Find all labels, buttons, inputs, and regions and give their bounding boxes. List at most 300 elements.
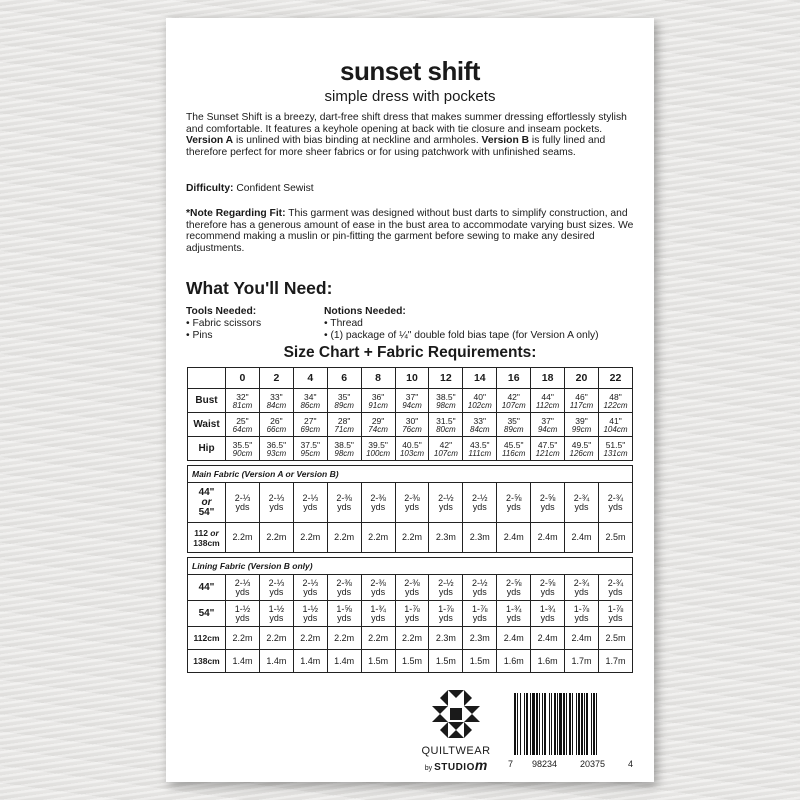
yardage-unit: yds [574, 501, 589, 512]
table-row [188, 483, 633, 523]
measurement-cell [497, 413, 531, 437]
barcode-icon [514, 693, 634, 755]
metric-cell: 2.3m [463, 523, 497, 553]
table-row [188, 389, 633, 413]
brand-name: QUILTWEAR [421, 745, 491, 757]
yardage-value: 2-¾ [573, 492, 590, 503]
yardage-cell [531, 575, 565, 601]
yardage-value: 1-⅞ [573, 603, 590, 614]
yardage-value: 1-¾ [370, 603, 386, 614]
measurement-cell [565, 413, 599, 437]
list-item: • (1) package of ¼" double fold bias tape (for Version A only) [324, 329, 599, 341]
section-heading: Main Fabric (Version A or Version B) [188, 466, 633, 483]
yardage-unit: yds [608, 586, 623, 597]
cm-value: 116cm [501, 448, 526, 458]
cm-value: 89cm [334, 400, 354, 410]
measurement-cell [429, 389, 463, 413]
fit-note-label: *Note Regarding Fit: [186, 208, 286, 219]
yardage-unit: yds [337, 612, 352, 623]
yardage-cell [497, 575, 531, 601]
barcode-digits-left: 98234 [532, 759, 558, 769]
row-label-b: or [201, 496, 212, 508]
cm-value: 94cm [537, 424, 558, 434]
size-header: 18 [531, 368, 565, 389]
size-header: 8 [361, 368, 395, 389]
metric-cell: 2.2m [226, 523, 260, 553]
yardage-unit: yds [371, 612, 386, 623]
row-label: 54" [188, 601, 226, 627]
yardage-value: 2-⅜ [404, 492, 420, 503]
yardage-value: 1-¾ [539, 603, 556, 614]
cm-value: 126cm [569, 448, 594, 458]
yardage-value: 2-½ [438, 492, 454, 503]
section-heading: Lining Fabric (Version B only) [188, 558, 633, 575]
row-label [188, 483, 226, 523]
metric-cell: 2.2m [327, 627, 361, 650]
measurement-cell [463, 437, 497, 461]
yardage-cell [395, 483, 429, 523]
measurement-cell [598, 437, 632, 461]
yardage-cell [429, 601, 463, 627]
yardage-cell [497, 483, 531, 523]
row-label: 44" [188, 575, 226, 601]
size-header: 2 [259, 368, 293, 389]
metric-cell: 1.5m [361, 650, 395, 673]
inch-value: 39" [575, 415, 588, 426]
yardage-cell [327, 483, 361, 523]
yardage-unit: yds [404, 612, 419, 623]
inch-value: 26" [270, 415, 283, 426]
yardage-value: 2-⅜ [370, 492, 386, 503]
yardage-value: 2-⅓ [234, 577, 251, 588]
inch-value: 31.5" [436, 415, 456, 426]
yardage-value: 1-½ [302, 603, 319, 614]
inch-value: 37" [541, 415, 554, 426]
row-label: 112cm [188, 627, 226, 650]
metric-cell: 1.4m [259, 650, 293, 673]
byline-maker: STUDIO [434, 762, 475, 773]
measurement-cell [293, 437, 327, 461]
measurement-cell [226, 413, 260, 437]
metric-cell: 2.4m [565, 523, 599, 553]
yardage-unit: yds [303, 612, 318, 623]
size-header-row [188, 368, 633, 389]
row-label-a: 112 [194, 527, 208, 538]
measurement-cell [598, 389, 632, 413]
measurement-cell [497, 389, 531, 413]
yardage-value: 1-⅞ [404, 603, 420, 614]
list-item: • Pins [186, 329, 213, 341]
size-header: 0 [226, 368, 260, 389]
metric-cell: 2.2m [361, 523, 395, 553]
measurement-cell [361, 437, 395, 461]
notions-heading: Notions Needed: [324, 306, 406, 317]
inch-value: 41" [609, 415, 622, 426]
table-row [188, 413, 633, 437]
size-chart-title: Size Chart + Fabric Requirements: [283, 344, 537, 361]
yardage-unit: yds [540, 586, 555, 597]
cm-value: 102cm [467, 400, 492, 410]
yardage-cell [463, 601, 497, 627]
metric-cell: 2.4m [565, 627, 599, 650]
cm-value: 99cm [571, 424, 592, 434]
cm-value: 95cm [300, 448, 321, 458]
table-row [188, 627, 633, 650]
inch-value: 28" [337, 415, 351, 426]
measurement-cell [565, 437, 599, 461]
version-b-label: Version B [481, 135, 530, 147]
inch-value: 25" [236, 415, 249, 426]
metric-cell: 2.2m [259, 523, 293, 553]
size-header: 6 [327, 368, 361, 389]
inch-value: 46" [575, 391, 588, 402]
yardage-value: 2-⅜ [370, 577, 386, 588]
row-label: 138cm [188, 650, 226, 673]
table-row [188, 523, 633, 553]
metric-cell: 2.2m [226, 627, 260, 650]
intro-text-2: is unlined with bias binding at neckline and armholes. [233, 135, 482, 147]
cm-value: 107cm [433, 448, 458, 458]
difficulty-line [186, 183, 634, 195]
cm-value: 117cm [569, 400, 594, 410]
intro-text-1: The Sunset Shift is a breezy, dart-free shift dress that makes summer dressing effortlessly stylish and comfortable. It features a keyhole opening at back with tie closure and inseam pockets. [186, 112, 627, 135]
cm-value: 104cm [603, 424, 628, 434]
measurement-cell [531, 413, 565, 437]
size-header: 22 [598, 368, 632, 389]
metric-cell: 1.4m [226, 650, 260, 673]
measurement-cell [259, 437, 293, 461]
yardage-cell [259, 601, 293, 627]
yardage-cell [497, 601, 531, 627]
cm-value: 98cm [334, 448, 354, 458]
inch-value: 35" [507, 415, 520, 426]
cm-value: 71cm [334, 424, 354, 434]
yardage-value: 2-⅓ [268, 577, 285, 588]
yardage-unit: yds [371, 501, 386, 512]
inch-value: 45.5" [503, 439, 524, 450]
yardage-value: 1-¾ [505, 603, 522, 614]
yardage-cell [395, 601, 429, 627]
size-header: 20 [565, 368, 599, 389]
yardage-unit: yds [438, 586, 453, 597]
metric-cell: 1.6m [497, 650, 531, 673]
yardage-cell [598, 483, 632, 523]
yardage-unit: yds [506, 586, 521, 597]
metric-cell: 1.5m [429, 650, 463, 673]
yardage-unit: yds [235, 612, 250, 623]
inch-value: 35.5" [232, 439, 253, 450]
tools-list [186, 306, 261, 341]
yardage-unit: yds [608, 501, 623, 512]
version-a-label: Version A [186, 135, 234, 147]
inch-value: 43.5" [470, 439, 490, 450]
yardage-cell [361, 601, 395, 627]
row-label: Waist [188, 413, 226, 437]
yardage-cell [565, 575, 599, 601]
cm-value: 81cm [232, 400, 253, 410]
pattern-back-cover [166, 18, 654, 782]
yardage-unit: yds [472, 501, 487, 512]
row-label-b: or [207, 527, 219, 538]
yardage-unit: yds [540, 501, 555, 512]
measurement-cell [531, 437, 565, 461]
cm-value: 86cm [300, 400, 321, 410]
yardage-cell [531, 601, 565, 627]
yardage-value: 1-⅝ [336, 603, 352, 614]
yardage-value: 2-⅓ [302, 577, 319, 588]
yardage-unit: yds [506, 612, 521, 623]
metric-cell: 1.4m [327, 650, 361, 673]
yardage-value: 1-⅞ [438, 603, 454, 614]
yardage-cell [226, 601, 260, 627]
what-you-need-heading: What You'll Need: [186, 278, 333, 298]
cm-value: 89cm [503, 424, 524, 434]
yardage-value: 2-⅝ [505, 577, 522, 588]
size-header: 12 [429, 368, 463, 389]
inch-value: 37" [405, 391, 419, 402]
cm-value: 112cm [535, 400, 560, 410]
measurement-cell [395, 437, 429, 461]
tools-heading: Tools Needed: [186, 306, 257, 317]
cm-value: 74cm [368, 424, 388, 434]
measurement-cell [293, 413, 327, 437]
yardage-cell [226, 483, 260, 523]
measurement-cell [429, 437, 463, 461]
cm-value: 100cm [366, 448, 391, 458]
barcode-digit-last: 4 [628, 759, 634, 769]
inch-value: 51.5" [605, 439, 626, 450]
yardage-cell [531, 483, 565, 523]
measurement-cell [293, 389, 327, 413]
yardage-cell [463, 575, 497, 601]
metric-cell: 2.2m [293, 523, 327, 553]
measurement-cell [497, 437, 531, 461]
barcode-digit-first: 7 [508, 759, 514, 769]
yardage-cell [361, 483, 395, 523]
yardage-unit: yds [438, 612, 453, 623]
cm-value: 94cm [402, 400, 422, 410]
inch-value: 27" [304, 415, 317, 426]
yardage-value: 2-¾ [607, 492, 624, 503]
yardage-unit: yds [371, 586, 386, 597]
size-header: 14 [463, 368, 497, 389]
yardage-cell [361, 575, 395, 601]
yardage-value: 2-⅝ [505, 492, 522, 503]
inch-value: 37.5" [300, 439, 321, 450]
yardage-cell [327, 601, 361, 627]
metric-cell: 2.4m [531, 523, 565, 553]
yardage-value: 2-¾ [573, 577, 590, 588]
metric-cell: 2.3m [429, 627, 463, 650]
yardage-cell [395, 575, 429, 601]
inch-value: 40" [473, 391, 487, 402]
yardage-cell [226, 575, 260, 601]
row-label: Hip [188, 437, 226, 461]
inch-value: 33" [473, 415, 487, 426]
list-item: • Thread [324, 317, 363, 329]
yardage-value: 2-½ [472, 577, 488, 588]
measurement-cell [463, 389, 497, 413]
barcode [508, 685, 638, 775]
yardage-unit: yds [608, 612, 623, 623]
inch-value: 30" [405, 415, 419, 426]
inch-value: 38.5" [436, 391, 456, 402]
size-header: 16 [497, 368, 531, 389]
table-row [188, 437, 633, 461]
measurement-cell [395, 389, 429, 413]
inch-value: 36.5" [266, 439, 287, 450]
list-item: • Fabric scissors [186, 317, 262, 329]
cm-value: 121cm [535, 448, 560, 458]
cm-value: 131cm [603, 448, 628, 458]
inch-value: 38.5" [334, 439, 354, 450]
yardage-unit: yds [235, 501, 250, 512]
measurement-cell [259, 389, 293, 413]
fit-note [186, 208, 634, 254]
barcode-digits-right: 20375 [580, 759, 606, 769]
metric-cell: 2.5m [598, 627, 632, 650]
yardage-value: 2-⅓ [268, 492, 285, 503]
yardage-unit: yds [472, 612, 487, 623]
metric-cell: 1.7m [598, 650, 632, 673]
yardage-cell [293, 601, 327, 627]
inch-value: 32" [236, 391, 249, 402]
byline-mark: m [474, 757, 488, 773]
difficulty-value: Confident Sewist [233, 183, 314, 194]
yardage-unit: yds [574, 612, 589, 623]
metric-cell: 2.2m [361, 627, 395, 650]
yardage-unit: yds [303, 586, 318, 597]
size-header: 10 [395, 368, 429, 389]
yardage-unit: yds [438, 501, 453, 512]
yardage-unit: yds [337, 501, 352, 512]
measurement-cell [259, 413, 293, 437]
yardage-value: 2-⅓ [234, 492, 251, 503]
measurement-cell [327, 413, 361, 437]
inch-value: 33" [270, 391, 283, 402]
inch-value: 35" [337, 391, 351, 402]
yardage-cell [429, 483, 463, 523]
yardage-value: 2-⅝ [539, 577, 556, 588]
yardage-value: 1-½ [268, 603, 285, 614]
size-header: 4 [293, 368, 327, 389]
yardage-value: 2-⅜ [336, 577, 352, 588]
inch-value: 39.5" [368, 439, 388, 450]
intro-text-3: is fully lined and therefore perfect for more sheer fabrics or for using patchwork with unfinished seams. [186, 135, 606, 158]
inch-value: 29" [371, 415, 385, 426]
yardage-value: 2-¾ [607, 577, 624, 588]
inch-value: 47.5" [537, 439, 558, 450]
inch-value: 49.5" [571, 439, 592, 450]
metric-cell: 1.7m [565, 650, 599, 673]
yardage-value: 1-½ [234, 603, 251, 614]
cm-value: 98cm [436, 400, 456, 410]
metric-cell: 2.4m [531, 627, 565, 650]
metric-cell: 1.5m [463, 650, 497, 673]
table-row [188, 575, 633, 601]
table-corner [188, 368, 226, 389]
yardage-unit: yds [540, 612, 555, 623]
metric-cell: 2.3m [463, 627, 497, 650]
difficulty-label: Difficulty: [186, 183, 234, 194]
inch-value: 48" [609, 391, 622, 402]
cm-value: 64cm [232, 424, 253, 434]
inch-value: 44" [541, 391, 554, 402]
cm-value: 93cm [266, 448, 287, 458]
yardage-unit: yds [235, 586, 250, 597]
fit-note-text: This garment was designed without bust darts to simplify construction, and therefore has a generous amount of ease in the bust area to accommodate varying bust sizes. We recommend making a muslin or pin-fitting the garment before sewing to make any desired adjustments. [186, 208, 634, 254]
measurement-cell [361, 413, 395, 437]
intro-paragraph [186, 112, 634, 158]
yardage-cell [565, 601, 599, 627]
measurement-cell [226, 389, 260, 413]
yardage-value: 2-½ [472, 492, 488, 503]
yardage-unit: yds [472, 586, 487, 597]
star-block-icon [432, 690, 480, 738]
yardage-value: 2-⅝ [539, 492, 556, 503]
measurement-cell [226, 437, 260, 461]
yardage-cell [259, 483, 293, 523]
cm-value: 76cm [402, 424, 422, 434]
cm-value: 84cm [266, 400, 287, 410]
measurement-cell [429, 413, 463, 437]
yardage-cell [293, 483, 327, 523]
cm-value: 122cm [603, 400, 628, 410]
table-row [188, 601, 633, 627]
yardage-unit: yds [269, 501, 284, 512]
metric-cell: 2.4m [497, 523, 531, 553]
inch-value: 40.5" [402, 439, 422, 450]
cm-value: 90cm [232, 448, 253, 458]
yardage-cell [565, 483, 599, 523]
cm-value: 69cm [300, 424, 321, 434]
measurement-cell [327, 389, 361, 413]
cm-value: 103cm [399, 448, 424, 458]
yardage-value: 1-⅞ [607, 603, 624, 614]
measurement-cell [531, 389, 565, 413]
row-label-a: 44" [198, 486, 215, 498]
cm-value: 91cm [368, 400, 388, 410]
yardage-cell [598, 601, 632, 627]
byline-by: by [424, 765, 433, 772]
metric-cell: 2.4m [497, 627, 531, 650]
yardage-unit: yds [404, 586, 419, 597]
yardage-cell [463, 483, 497, 523]
row-label-c: 54" [198, 506, 215, 518]
metric-cell: 2.2m [293, 627, 327, 650]
yardage-cell [259, 575, 293, 601]
measurement-cell [463, 413, 497, 437]
metric-cell: 1.6m [531, 650, 565, 673]
measurement-cell [565, 389, 599, 413]
metric-cell: 1.4m [293, 650, 327, 673]
yardage-value: 1-⅞ [472, 603, 488, 614]
yardage-unit: yds [337, 586, 352, 597]
yardage-value: 2-⅓ [302, 492, 319, 503]
yardage-cell [327, 575, 361, 601]
metric-cell: 2.5m [598, 523, 632, 553]
inch-value: 42" [507, 391, 520, 402]
yardage-value: 2-⅜ [404, 577, 420, 588]
row-label: Bust [188, 389, 226, 413]
measurement-cell [395, 413, 429, 437]
metric-cell: 2.2m [259, 627, 293, 650]
metric-cell: 1.5m [395, 650, 429, 673]
yardage-value: 2-⅜ [336, 492, 352, 503]
cm-value: 111cm [468, 448, 492, 458]
measurement-cell [361, 389, 395, 413]
row-label [188, 523, 226, 553]
